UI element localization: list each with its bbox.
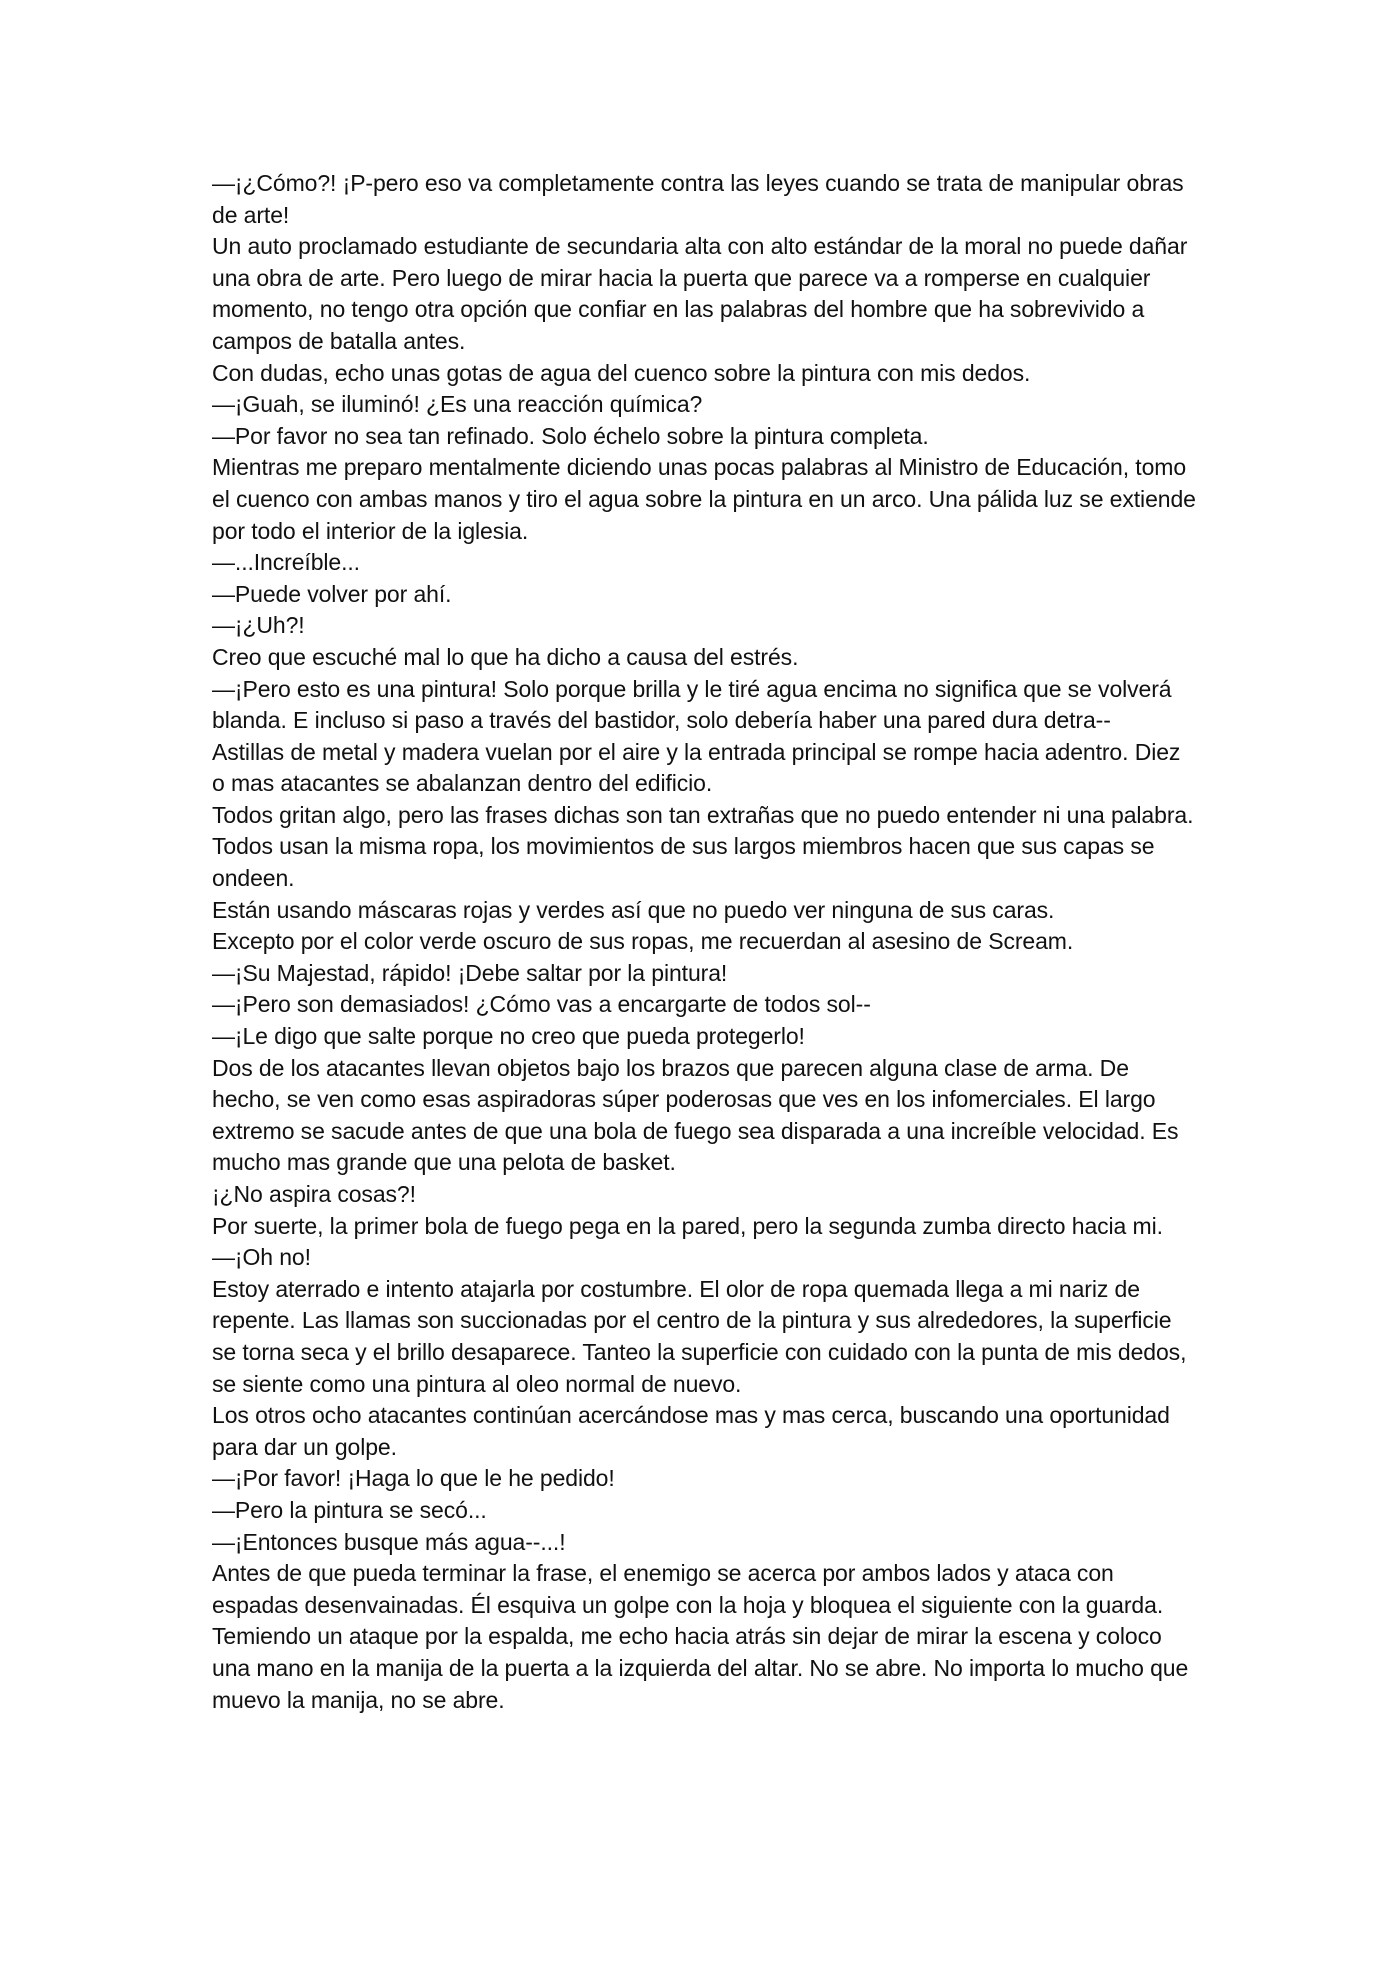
paragraph: ¡¿No aspira cosas?! bbox=[212, 1181, 416, 1207]
paragraph: —¡Por favor! ¡Haga lo que le he pedido! bbox=[212, 1465, 615, 1492]
paragraph: Con dudas, echo unas gotas de agua del cuenco sobre la pintura con mis dedos. bbox=[212, 359, 1031, 386]
paragraph: —Por favor no sea tan refinado. Solo échelo sobre la pintura completa. bbox=[212, 422, 929, 449]
paragraph: —¡Entonces busque más agua--...! bbox=[212, 1528, 566, 1555]
paragraph: Están usando máscaras rojas y verdes así que no puedo ver ninguna de sus caras. bbox=[212, 896, 1055, 923]
document-page bbox=[212, 168, 1197, 1716]
paragraph: —¡Su Majestad, rápido! ¡Debe saltar por la pintura! bbox=[212, 959, 728, 986]
paragraph: —¡Pero esto es una pintura! Solo porque brilla y le tiré agua encima no significa que se volverá blanda. E incluso si paso a través del bastidor, solo debería haber una pared dura detra-- bbox=[212, 675, 1172, 734]
paragraph: —Pero la pintura se secó... bbox=[212, 1496, 487, 1523]
paragraph: —¡Le digo que salte porque no creo que pueda protegerlo! bbox=[212, 1023, 805, 1050]
paragraph: Por suerte, la primer bola de fuego pega en la pared, pero la segunda zumba directo hacia mi. bbox=[212, 1212, 1163, 1239]
paragraph: Dos de los atacantes llevan objetos bajo los brazos que parecen alguna clase de arma. De hecho, se ven como esas aspiradoras súper poderosas que ves en los infomerciales. El largo extremo se sacude antes de que una bola de fuego sea disparada a una increíble velocidad. Es mucho mas grande que una pelota de basket. bbox=[212, 1054, 1179, 1176]
paragraph: —Puede volver por ahí. bbox=[212, 580, 452, 607]
paragraph: Antes de que pueda terminar la frase, el enemigo se acerca por ambos lados y ataca con espadas desenvainadas. Él esquiva un golpe con la hoja y bloquea el siguiente con la guarda. Temiendo un ataque por la espalda, me echo hacia atrás sin dejar de mirar la escena y coloco una mano en la manija de la puerta a la izquierda del altar. No se abre. No importa lo mucho que muevo la manija, no se abre. bbox=[212, 1560, 1189, 1713]
paragraph: Mientras me preparo mentalmente diciendo unas pocas palabras al Ministro de Educación, tomo el cuenco con ambas manos y tiro el agua sobre la pintura en un arco. Una pálida luz se extiende por todo el interior de la iglesia. bbox=[212, 454, 1196, 544]
paragraph: —...Increíble... bbox=[212, 549, 360, 576]
paragraph: Los otros ocho atacantes continúan acercándose mas y mas cerca, buscando una oportunidad para dar un golpe. bbox=[212, 1402, 1170, 1460]
paragraph: —¡Guah, se iluminó! ¿Es una reacción química? bbox=[212, 391, 703, 418]
paragraph: —¡¿Uh?! bbox=[212, 612, 305, 639]
paragraph: Astillas de metal y madera vuelan por el aire y la entrada principal se rompe hacia adentro. Diez o mas atacantes se abalanzan dentro del edificio. bbox=[212, 738, 1181, 797]
paragraph: —¡¿Cómo?! ¡P-pero eso va completamente contra las leyes cuando se trata de manipular obras de arte! bbox=[212, 170, 1184, 228]
paragraph: Excepto por el color verde oscuro de sus ropas, me recuerdan al asesino de Scream. bbox=[212, 928, 1074, 955]
paragraph: —¡Oh no! bbox=[212, 1244, 311, 1271]
paragraph: Estoy aterrado e intento atajarla por costumbre. El olor de ropa quemada llega a mi nariz de repente. Las llamas son succionadas por el centro de la pintura y sus alrededores, la superficie se torna seca y el brillo desaparece. Tanteo la superficie con cuidado con la punta de mis dedos, se siente como una pintura al oleo normal de nuevo. bbox=[212, 1275, 1187, 1397]
paragraph: Todos gritan algo, pero las frases dichas son tan extrañas que no puedo entender ni una palabra. Todos usan la misma ropa, los movimientos de sus largos miembros hacen que sus capas se ondeen. bbox=[212, 801, 1194, 892]
paragraph: Un auto proclamado estudiante de secundaria alta con alto estándar de la moral no puede dañar una obra de arte. Pero luego de mirar hacia la puerta que parece va a romperse en cualquier momento, no tengo otra opción que confiar en las palabras del hombre que ha sobrevivido a campos de batalla antes. bbox=[212, 233, 1188, 354]
paragraph: —¡Pero son demasiados! ¿Cómo vas a encargarte de todos sol-- bbox=[212, 991, 871, 1018]
paragraph: Creo que escuché mal lo que ha dicho a causa del estrés. bbox=[212, 643, 799, 670]
